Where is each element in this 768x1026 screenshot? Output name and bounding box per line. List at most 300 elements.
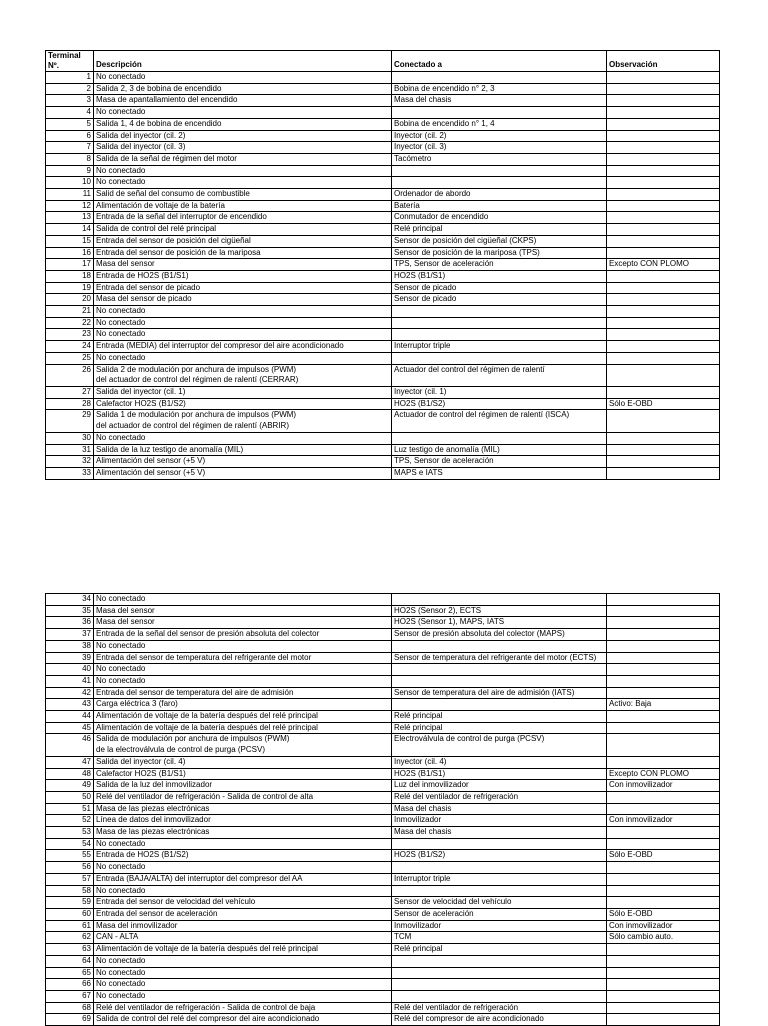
connected-to-cell: Masa del chasis (392, 803, 607, 815)
terminal-number: 42 (46, 687, 94, 699)
terminal-number: 20 (46, 294, 94, 306)
description-cell: Salida de modulación por anchura de impulsos (PWM) (94, 734, 392, 745)
connected-to-cell: HO2S (B1/S2) (392, 398, 607, 410)
connected-to-cell: Relé principal (392, 224, 607, 236)
description-cell: No conectado (94, 432, 392, 444)
observation-cell (607, 990, 720, 1002)
terminal-number: 44 (46, 711, 94, 723)
connected-to-cell (392, 594, 607, 606)
connected-to-cell: Relé principal (392, 722, 607, 734)
table-row (46, 791, 720, 803)
description-continuation: del actuador de control del régimen de ralentí (ABRIR) (94, 421, 392, 432)
terminal-number: 67 (46, 990, 94, 1002)
table-row (46, 341, 720, 353)
connected-to-cell: Sensor de temperatura del aire de admisión (IATS) (392, 687, 607, 699)
observation-cell: Sólo E-OBD (607, 908, 720, 920)
observation-cell (607, 873, 720, 885)
observation-cell (607, 247, 720, 259)
connected-to-cell: Sensor de temperatura del refrigerante del motor (ECTS) (392, 652, 607, 664)
observation-cell (607, 594, 720, 606)
observation-cell (607, 885, 720, 897)
observation-cell (607, 827, 720, 839)
terminal-number: 60 (46, 908, 94, 920)
description-cell: Entrada de HO2S (B1/S2) (94, 850, 392, 862)
terminal-number: 41 (46, 675, 94, 687)
terminal-number: 63 (46, 944, 94, 956)
terminal-number: 52 (46, 815, 94, 827)
table-row (46, 432, 720, 444)
description-cell: No conectado (94, 664, 392, 676)
observation-cell: Activo: Baja (607, 699, 720, 711)
description-cell: Entrada del sensor de temperatura del aire de admisión (94, 687, 392, 699)
table-row (46, 317, 720, 329)
description-cell: Salida del inyector (cil. 2) (94, 130, 392, 142)
observation-cell (607, 432, 720, 444)
table-row (46, 398, 720, 410)
table-row-continuation (46, 745, 720, 756)
description-cell: Entrada (BAJA/ALTA) del interruptor del compresor del AA (94, 873, 392, 885)
connected-to-cell (392, 317, 607, 329)
description-cell: Salida de la luz testigo de anomalía (MIL) (94, 444, 392, 456)
table-row (46, 955, 720, 967)
observation-cell (607, 224, 720, 236)
table-row (46, 329, 720, 341)
terminal-number: 1 (46, 72, 94, 84)
table-row (46, 410, 720, 421)
table-row (46, 352, 720, 364)
table-row (46, 142, 720, 154)
terminal-number: 27 (46, 386, 94, 398)
observation-cell: Sólo cambio auto. (607, 932, 720, 944)
terminal-number: 24 (46, 341, 94, 353)
terminal-number: 62 (46, 932, 94, 944)
connected-to-cell (392, 329, 607, 341)
table-row (46, 1002, 720, 1014)
header-row (46, 51, 720, 72)
connected-to-cell (392, 165, 607, 177)
connected-to-cell (392, 990, 607, 1002)
connected-to-cell: Sensor de presión absoluta del colector (MAPS) (392, 629, 607, 641)
table-row (46, 72, 720, 84)
table-row (46, 629, 720, 641)
description-cell: Relé del ventilador de refrigeración - Salida de control de baja (94, 1002, 392, 1014)
connected-to-cell (392, 432, 607, 444)
terminal-number: 25 (46, 352, 94, 364)
observation-cell: Excepto CON PLOMO (607, 768, 720, 780)
description-cell: Relé del ventilador de refrigeración - Salida de control de alta (94, 791, 392, 803)
table-row (46, 803, 720, 815)
terminal-number: 37 (46, 629, 94, 641)
terminal-number: 16 (46, 247, 94, 259)
table-row (46, 652, 720, 664)
table-row (46, 165, 720, 177)
connected-to-cell (392, 664, 607, 676)
description-cell: No conectado (94, 306, 392, 318)
connected-to-cell: Interruptor triple (392, 341, 607, 353)
description-cell: No conectado (94, 317, 392, 329)
terminal-number: 30 (46, 432, 94, 444)
connected-to-cell: Masa del chasis (392, 95, 607, 107)
table-row (46, 768, 720, 780)
connected-to-cell: Sensor de picado (392, 282, 607, 294)
terminal-number: 53 (46, 827, 94, 839)
header-terminal: Terminal (48, 51, 81, 60)
connected-to-cell (392, 352, 607, 364)
observation-cell (607, 944, 720, 956)
table-row (46, 722, 720, 734)
table-row (46, 815, 720, 827)
terminal-number: 48 (46, 768, 94, 780)
table-row (46, 734, 720, 745)
connected-to-cell (392, 885, 607, 897)
connected-to-cell: Inyector (cil. 3) (392, 142, 607, 154)
observation-cell (607, 317, 720, 329)
connected-to-cell: HO2S (B1/S2) (392, 850, 607, 862)
connected-to-cell: HO2S (Sensor 2), ECTS (392, 605, 607, 617)
terminal-number: 57 (46, 873, 94, 885)
observation-cell: Con inmovilizador (607, 815, 720, 827)
connected-to-cell: Sensor de picado (392, 294, 607, 306)
description-cell: Alimentación de voltaje de la batería después del relé principal (94, 722, 392, 734)
table-row (46, 247, 720, 259)
description-cell: Entrada del sensor de aceleración (94, 908, 392, 920)
description-cell: Masa del sensor (94, 605, 392, 617)
table-row (46, 675, 720, 687)
observation-cell: Excepto CON PLOMO (607, 259, 720, 271)
observation-cell (607, 734, 720, 745)
description-cell: Masa del sensor (94, 259, 392, 271)
terminal-number: 36 (46, 617, 94, 629)
connected-to-cell: TPS, Sensor de aceleración (392, 259, 607, 271)
terminal-number: 18 (46, 270, 94, 282)
terminal-number: 8 (46, 153, 94, 165)
observation-cell (607, 756, 720, 768)
terminal-number: 69 (46, 1014, 94, 1026)
description-continuation: del actuador de control del régimen de ralentí (CERRAR) (94, 375, 392, 386)
terminal-number: 15 (46, 235, 94, 247)
connected-to-cell: Electroválvula de control de purga (PCSV) (392, 734, 607, 745)
connected-to-cell: Ordenador de abordo (392, 189, 607, 201)
observation-cell (607, 605, 720, 617)
header-observacion: Observación (607, 51, 720, 72)
terminal-number: 65 (46, 967, 94, 979)
connected-to-cell: TCM (392, 932, 607, 944)
observation-cell (607, 341, 720, 353)
connected-to-cell: Relé del ventilador de refrigeración (392, 791, 607, 803)
description-cell: Alimentación del sensor (+5 V) (94, 467, 392, 479)
empty-cell (46, 745, 94, 756)
description-cell: No conectado (94, 955, 392, 967)
observation-cell (607, 212, 720, 224)
empty-cell (607, 421, 720, 432)
terminal-number: 4 (46, 107, 94, 119)
observation-cell (607, 456, 720, 468)
observation-cell (607, 640, 720, 652)
connected-to-cell (392, 699, 607, 711)
table-row (46, 827, 720, 839)
connected-to-cell: Bobina de encendido n° 1, 4 (392, 118, 607, 130)
table-row (46, 908, 720, 920)
description-cell: No conectado (94, 594, 392, 606)
observation-cell (607, 72, 720, 84)
table-row (46, 979, 720, 991)
terminal-number: 58 (46, 885, 94, 897)
description-cell: No conectado (94, 862, 392, 874)
description-cell: Salida de la luz del inmovilizador (94, 780, 392, 792)
terminal-number: 26 (46, 364, 94, 375)
description-cell: No conectado (94, 885, 392, 897)
observation-cell (607, 1002, 720, 1014)
connected-to-cell: Relé del ventilador de refrigeración (392, 1002, 607, 1014)
observation-cell (607, 177, 720, 189)
terminal-number: 23 (46, 329, 94, 341)
connected-to-cell: Actuador del control del régimen de ralentí (392, 364, 607, 375)
connected-to-cell: Relé principal (392, 711, 607, 723)
connected-to-cell (392, 967, 607, 979)
terminal-number: 6 (46, 130, 94, 142)
observation-cell (607, 364, 720, 375)
connected-to-cell: Relé del compresor de aire acondicionado (392, 1014, 607, 1026)
observation-cell (607, 838, 720, 850)
description-cell: Entrada del sensor de posición del cigüeñal (94, 235, 392, 247)
terminal-number: 43 (46, 699, 94, 711)
table-row (46, 873, 720, 885)
connected-to-cell: Inmovilizador (392, 815, 607, 827)
observation-cell (607, 955, 720, 967)
observation-cell: Con inmovilizador (607, 920, 720, 932)
terminal-number: 68 (46, 1002, 94, 1014)
description-cell: No conectado (94, 165, 392, 177)
table-row (46, 897, 720, 909)
observation-cell (607, 130, 720, 142)
terminal-table-top (45, 50, 720, 480)
description-cell: Alimentación de voltaje de la batería (94, 200, 392, 212)
description-cell: Salida 1 de modulación por anchura de impulsos (PWM) (94, 410, 392, 421)
connected-to-cell (392, 107, 607, 119)
terminal-number: 64 (46, 955, 94, 967)
table-row (46, 756, 720, 768)
observation-cell (607, 711, 720, 723)
connected-to-cell (392, 955, 607, 967)
table-row (46, 107, 720, 119)
table-row (46, 594, 720, 606)
observation-cell (607, 200, 720, 212)
connected-to-cell: Inmovilizador (392, 920, 607, 932)
terminal-number: 17 (46, 259, 94, 271)
observation-cell (607, 687, 720, 699)
description-cell: Masa del sensor (94, 617, 392, 629)
observation-cell (607, 967, 720, 979)
description-continuation: de la electroválvula de control de purga (PCSV) (94, 745, 392, 756)
description-cell: Salida de control del relé principal (94, 224, 392, 236)
description-cell: No conectado (94, 967, 392, 979)
observation-cell (607, 83, 720, 95)
terminal-number: 59 (46, 897, 94, 909)
table-row (46, 456, 720, 468)
table-row (46, 699, 720, 711)
description-cell: Masa del inmovilizador (94, 920, 392, 932)
terminal-number: 61 (46, 920, 94, 932)
connected-to-cell: Masa del chasis (392, 827, 607, 839)
observation-cell (607, 189, 720, 201)
observation-cell (607, 467, 720, 479)
description-cell: Salida 2, 3 de bobina de encendido (94, 83, 392, 95)
terminal-number: 7 (46, 142, 94, 154)
observation-cell (607, 722, 720, 734)
observation-cell (607, 803, 720, 815)
observation-cell (607, 675, 720, 687)
connected-to-cell: TPS, Sensor de aceleración (392, 456, 607, 468)
terminal-number: 19 (46, 282, 94, 294)
description-cell: Calefactor HO2S (B1/S2) (94, 398, 392, 410)
table-row (46, 83, 720, 95)
table-row (46, 711, 720, 723)
terminal-number: 13 (46, 212, 94, 224)
terminal-number: 9 (46, 165, 94, 177)
table-row-continuation (46, 375, 720, 386)
table-row (46, 259, 720, 271)
description-cell: Entrada de la señal del sensor de presión absoluta del colector (94, 629, 392, 641)
description-cell: Masa de las piezas electrónicas (94, 827, 392, 839)
connected-to-cell (392, 675, 607, 687)
observation-cell: Con inmovilizador (607, 780, 720, 792)
table-body-top (46, 72, 720, 480)
terminal-number: 10 (46, 177, 94, 189)
observation-cell: Sólo E-OBD (607, 850, 720, 862)
description-cell: No conectado (94, 177, 392, 189)
empty-cell (607, 375, 720, 386)
connected-to-cell: HO2S (B1/S1) (392, 768, 607, 780)
description-cell: CAN - ALTA (94, 932, 392, 944)
connected-to-cell: Interruptor triple (392, 873, 607, 885)
table-row (46, 200, 720, 212)
header-conectado: Conectado a (392, 51, 607, 72)
empty-cell (46, 421, 94, 432)
observation-cell (607, 617, 720, 629)
terminal-number: 54 (46, 838, 94, 850)
table-row (46, 944, 720, 956)
empty-cell (607, 745, 720, 756)
description-cell: Masa de las piezas electrónicas (94, 803, 392, 815)
description-cell: Masa del sensor de picado (94, 294, 392, 306)
terminal-number: 2 (46, 83, 94, 95)
terminal-number: 38 (46, 640, 94, 652)
table-row (46, 640, 720, 652)
description-cell: Entrada del sensor de velocidad del vehículo (94, 897, 392, 909)
terminal-table-bottom (45, 593, 720, 1026)
table-row (46, 467, 720, 479)
connected-to-cell (392, 862, 607, 874)
table-row (46, 95, 720, 107)
connected-to-cell (392, 177, 607, 189)
table-row (46, 967, 720, 979)
terminal-number: 32 (46, 456, 94, 468)
description-cell: No conectado (94, 838, 392, 850)
connected-to-cell: HO2S (B1/S1) (392, 270, 607, 282)
terminal-number: 34 (46, 594, 94, 606)
terminal-number: 66 (46, 979, 94, 991)
connected-to-cell (392, 838, 607, 850)
description-cell: No conectado (94, 990, 392, 1002)
terminal-number: 11 (46, 189, 94, 201)
terminal-number: 12 (46, 200, 94, 212)
connected-to-cell (392, 72, 607, 84)
observation-cell (607, 979, 720, 991)
observation-cell (607, 386, 720, 398)
observation-cell (607, 235, 720, 247)
observation-cell (607, 306, 720, 318)
description-cell: Entrada del sensor de posición de la mariposa (94, 247, 392, 259)
observation-cell (607, 352, 720, 364)
empty-cell (46, 375, 94, 386)
observation-cell (607, 664, 720, 676)
terminal-number: 28 (46, 398, 94, 410)
header-no: Nº. (48, 61, 59, 70)
terminal-number: 45 (46, 722, 94, 734)
terminal-number: 51 (46, 803, 94, 815)
table-row (46, 932, 720, 944)
table-row (46, 664, 720, 676)
table-row (46, 118, 720, 130)
connected-to-cell: Inyector (cil. 1) (392, 386, 607, 398)
description-cell: No conectado (94, 640, 392, 652)
terminal-number: 5 (46, 118, 94, 130)
observation-cell (607, 791, 720, 803)
connected-to-cell (392, 306, 607, 318)
connected-to-cell: Bobina de encendido n° 2, 3 (392, 83, 607, 95)
description-cell: Calefactor HO2S (B1/S1) (94, 768, 392, 780)
connected-to-cell (392, 979, 607, 991)
observation-cell (607, 629, 720, 641)
description-cell: Salida del inyector (cil. 3) (94, 142, 392, 154)
table-row (46, 189, 720, 201)
observation-cell (607, 142, 720, 154)
empty-cell (392, 375, 607, 386)
description-cell: Línea de datos del inmovilizador (94, 815, 392, 827)
observation-cell (607, 270, 720, 282)
connected-to-cell: Tacómetro (392, 153, 607, 165)
table-row (46, 364, 720, 375)
description-cell: Entrada (MEDIA) del interruptor del compresor del aire acondicionado (94, 341, 392, 353)
header-descripcion: Descripción (94, 51, 392, 72)
connected-to-cell (392, 640, 607, 652)
description-cell: No conectado (94, 72, 392, 84)
table-row (46, 294, 720, 306)
description-cell: Salida de control del relé del compresor del aire acondicionado (94, 1014, 392, 1026)
table-body-bottom (46, 594, 720, 1026)
table-row (46, 153, 720, 165)
connected-to-cell: Actuador de control del régimen de ralentí (ISCA) (392, 410, 607, 421)
observation-cell (607, 118, 720, 130)
table-row (46, 780, 720, 792)
connected-to-cell: Sensor de velocidad del vehículo (392, 897, 607, 909)
connected-to-cell: Inyector (cil. 4) (392, 756, 607, 768)
table-row (46, 617, 720, 629)
table-row (46, 850, 720, 862)
observation-cell (607, 95, 720, 107)
observation-cell (607, 410, 720, 421)
terminal-number: 46 (46, 734, 94, 745)
terminal-number: 40 (46, 664, 94, 676)
terminal-number: 49 (46, 780, 94, 792)
description-cell: No conectado (94, 675, 392, 687)
description-cell: Masa de apantallamiento del encendido (94, 95, 392, 107)
description-cell: No conectado (94, 979, 392, 991)
description-cell: Entrada de la señal del interruptor de encendido (94, 212, 392, 224)
terminal-number: 3 (46, 95, 94, 107)
table-row (46, 838, 720, 850)
terminal-number: 47 (46, 756, 94, 768)
